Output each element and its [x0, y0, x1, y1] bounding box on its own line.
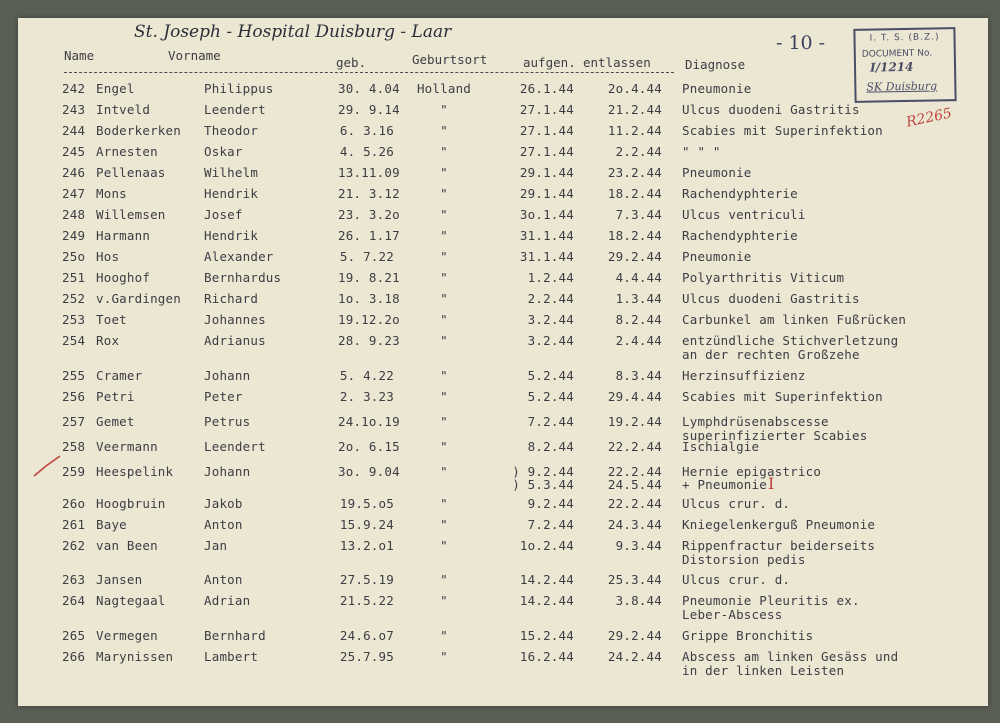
birthplace: ": [440, 228, 448, 243]
admission-date: 29.1.44: [519, 186, 574, 201]
birthplace: ": [440, 628, 448, 643]
discharge-date: 18.2.44: [607, 186, 662, 201]
admission-date: 2.2.44: [527, 291, 574, 306]
admission-date: 29.1.44: [519, 165, 574, 180]
admission-date: 31.1.44: [519, 249, 574, 264]
surname: Nagtegaal: [96, 593, 166, 608]
row-number: 259: [62, 464, 86, 479]
row-number: 252: [62, 291, 86, 306]
birthplace: ": [440, 291, 448, 306]
row-number: 245: [62, 144, 86, 159]
birth-date: 1o. 3.18: [338, 291, 400, 306]
admission-date: 27.1.44: [519, 102, 574, 117]
diagnosis-line: Rachendyphterie: [682, 186, 798, 201]
discharge-date: 22.2.44: [607, 439, 662, 454]
first-name: Peter: [204, 389, 243, 404]
diagnosis-line: in der linken Leisten: [682, 663, 845, 678]
surname: Mons: [96, 186, 127, 201]
row-number: 255: [62, 368, 86, 383]
discharge-date: 11.2.44: [607, 123, 662, 138]
birthplace: ": [440, 144, 448, 159]
surname: Vermegen: [96, 628, 158, 643]
admission-date: 5.2.44: [527, 368, 574, 383]
row-number: 258: [62, 439, 86, 454]
diagnosis-line: an der rechten Großzehe: [682, 347, 860, 362]
birth-date: 21.5.22: [339, 593, 394, 608]
diagnosis-line: Rachendyphterie: [682, 228, 798, 243]
first-name: Adrian: [204, 593, 251, 608]
admission-date: 9.2.44: [527, 496, 574, 511]
row-number: 256: [62, 389, 86, 404]
stamp-line1: I. T. S. (B.Z.): [869, 32, 940, 44]
discharge-date: 2o.4.44: [607, 81, 662, 96]
row-number: 263: [62, 572, 86, 587]
surname: Jansen: [96, 572, 143, 587]
birth-date: 19.5.o5: [339, 496, 394, 511]
first-name: Theodor: [204, 123, 259, 138]
birth-date: 30. 4.04: [338, 81, 400, 96]
row-number: 246: [62, 165, 86, 180]
birthplace: ": [440, 207, 448, 222]
surname: van Been: [96, 538, 158, 553]
diagnosis-line: Ulcus crur. d.: [682, 572, 791, 587]
stamp-line2: DOCUMENT No.: [861, 48, 933, 60]
birthplace: ": [440, 572, 448, 587]
row-number: 242: [62, 81, 86, 96]
surname: Hooghof: [96, 270, 151, 285]
admission-date: 3.2.44: [527, 333, 574, 348]
first-name: Johannes: [204, 312, 266, 327]
surname: Intveld: [96, 102, 151, 117]
page-number: - 10 -: [776, 32, 826, 54]
red-annotation: R2265: [904, 105, 954, 131]
birthplace: ": [440, 165, 448, 180]
discharge-date-2: 24.5.44: [607, 477, 662, 492]
admission-date: 14.2.44: [519, 572, 574, 587]
first-name: Oskar: [204, 144, 243, 159]
first-name: Anton: [204, 517, 243, 532]
diagnosis-line: Abscess am linken Gesäss und: [682, 649, 899, 664]
birthplace: ": [440, 270, 448, 285]
birth-date: 26. 1.17: [338, 228, 400, 243]
discharge-date: 23.2.44: [607, 165, 662, 180]
diagnosis-line: " " ": [682, 144, 721, 159]
row-number: 248: [62, 207, 86, 222]
hospital-title: St. Joseph - Hospital Duisburg - Laar: [134, 22, 452, 42]
discharge-date: 19.2.44: [607, 414, 662, 429]
birthplace: ": [440, 102, 448, 117]
discharge-date: 7.3.44: [615, 207, 662, 222]
first-name: Josef: [204, 207, 243, 222]
discharge-date: 22.2.44: [607, 496, 662, 511]
first-name: Petrus: [204, 414, 251, 429]
first-name: Philippus: [204, 81, 274, 96]
first-name: Jakob: [204, 496, 243, 511]
diagnosis-line: Scabies mit Superinfektion: [682, 389, 883, 404]
birth-date: 19.12.2o: [338, 312, 400, 327]
surname: Heespelink: [96, 464, 174, 479]
birth-date: 2. 3.23: [339, 389, 394, 404]
first-name: Leendert: [204, 439, 266, 454]
birth-date: 25.7.95: [339, 649, 394, 664]
surname: Arnesten: [96, 144, 158, 159]
birthplace: ": [440, 123, 448, 138]
red-tick-mark: [30, 452, 66, 482]
surname: Willemsen: [96, 207, 166, 222]
birthplace: ": [440, 389, 448, 404]
first-name: Alexander: [204, 249, 274, 264]
first-name: Lambert: [204, 649, 259, 664]
surname: Hoogbruin: [96, 496, 166, 511]
diagnosis-line: Ulcus duodeni Gastritis: [682, 102, 860, 117]
surname: Baye: [96, 517, 127, 532]
its-document-stamp: [853, 27, 956, 103]
first-name: Johann: [204, 464, 251, 479]
stamp-number: I/1214: [869, 59, 914, 75]
discharge-date: 1.3.44: [615, 291, 662, 306]
first-name: Bernhardus: [204, 270, 282, 285]
surname: Harmann: [96, 228, 151, 243]
admission-date: 31.1.44: [519, 228, 574, 243]
surname: Boderkerken: [96, 123, 181, 138]
admission-date: 14.2.44: [519, 593, 574, 608]
birthplace: ": [440, 439, 448, 454]
discharge-date: 29.2.44: [607, 249, 662, 264]
birth-date: 4. 5.26: [339, 144, 394, 159]
admission-date: 27.1.44: [519, 144, 574, 159]
first-name: Johann: [204, 368, 251, 383]
diagnosis-line: Hernie epigastrico: [682, 464, 822, 479]
discharge-date: 8.3.44: [615, 368, 662, 383]
diagnosis-line: Carbunkel am linken Fußrücken: [682, 312, 907, 327]
birthplace: ": [440, 517, 448, 532]
header-rule: [64, 72, 674, 73]
discharge-date: 9.3.44: [615, 538, 662, 553]
surname: Marynissen: [96, 649, 174, 664]
discharge-date: 2.4.44: [615, 333, 662, 348]
admission-date-2: ) 5.3.44: [512, 477, 574, 492]
admission-date: 5.2.44: [527, 389, 574, 404]
birthplace: ": [440, 464, 448, 479]
surname: Toet: [96, 312, 127, 327]
diagnosis-line: entzündliche Stichverletzung: [682, 333, 899, 348]
admission-date: 16.2.44: [519, 649, 574, 664]
discharge-date: 18.2.44: [607, 228, 662, 243]
surname: Rox: [96, 333, 120, 348]
row-number: 244: [62, 123, 86, 138]
birth-date: 13.2.o1: [339, 538, 394, 553]
birth-date: 29. 9.14: [338, 102, 400, 117]
discharge-date: 2.2.44: [615, 144, 662, 159]
admission-date: 27.1.44: [519, 123, 574, 138]
diagnosis-line: Herzinsuffizienz: [682, 368, 806, 383]
admission-date: 1.2.44: [527, 270, 574, 285]
diagnosis-line: Polyarthritis Viticum: [682, 270, 845, 285]
row-number: 253: [62, 312, 86, 327]
diagnosis-line: Lymphdrüsenabscesse: [682, 414, 829, 429]
header-vorname: Vorname: [168, 48, 221, 63]
birthplace: Holland: [416, 81, 472, 96]
surname: v.Gardingen: [96, 291, 181, 306]
birth-date: 3o. 9.04: [338, 464, 400, 479]
birthplace: ": [440, 538, 448, 553]
diagnosis-line: Pneumonie Pleuritis ex.: [682, 593, 860, 608]
surname: Veermann: [96, 439, 158, 454]
first-name: Richard: [204, 291, 259, 306]
row-number: 25o: [62, 249, 86, 264]
birthplace: ": [440, 593, 448, 608]
row-number: 26o: [62, 496, 86, 511]
discharge-date: 29.4.44: [607, 389, 662, 404]
birth-date: 21. 3.12: [338, 186, 400, 201]
birthplace: ": [440, 414, 448, 429]
surname: Engel: [96, 81, 135, 96]
admission-date: 3o.1.44: [519, 207, 574, 222]
admission-date: 1o.2.44: [519, 538, 574, 553]
discharge-date: 21.2.44: [607, 102, 662, 117]
diagnosis-line: Distorsion pedis: [682, 552, 806, 567]
surname: Pellenaas: [96, 165, 166, 180]
birthplace: ": [440, 649, 448, 664]
diagnosis-line: Ischialgie: [682, 439, 760, 454]
birthplace: ": [440, 368, 448, 383]
surname: Hos: [96, 249, 120, 264]
admission-date: 8.2.44: [527, 439, 574, 454]
header-aufgen: aufgen.: [523, 55, 576, 70]
diagnosis-line: Pneumonie: [682, 81, 752, 96]
admission-date: 7.2.44: [527, 414, 574, 429]
birthplace: ": [440, 186, 448, 201]
birth-date: 24.6.o7: [339, 628, 394, 643]
stamp-handwritten: SK Duisburg: [866, 79, 938, 94]
row-number: 249: [62, 228, 86, 243]
first-name: Bernhard: [204, 628, 266, 643]
birth-date: 19. 8.21: [338, 270, 400, 285]
diagnosis-line: Pneumonie: [682, 249, 752, 264]
row-number: 257: [62, 414, 86, 429]
first-name: Hendrik: [204, 228, 259, 243]
birthplace: ": [440, 312, 448, 327]
diagnosis-line: superinfizierter Scabies: [682, 428, 868, 443]
diagnosis-line: Kniegelenkerguß Pneumonie: [682, 517, 876, 532]
surname: Gemet: [96, 414, 135, 429]
birth-date: 2o. 6.15: [338, 439, 400, 454]
diagnosis-line: + Pneumonie: [682, 477, 767, 492]
row-number: 266: [62, 649, 86, 664]
diagnosis-line: Rippenfractur beiderseits: [682, 538, 876, 553]
discharge-date: 22.2.44: [607, 464, 662, 479]
birth-date: 15.9.24: [339, 517, 394, 532]
diagnosis-line: Grippe Bronchitis: [682, 628, 814, 643]
birthplace: ": [440, 496, 448, 511]
birth-date: 23. 3.2o: [338, 207, 400, 222]
header-geb: geb.: [336, 55, 367, 70]
birth-date: 24.1o.19: [338, 414, 400, 429]
birthplace: ": [440, 333, 448, 348]
birth-date: 27.5.19: [339, 572, 394, 587]
first-name: Adrianus: [204, 333, 266, 348]
row-number: 264: [62, 593, 86, 608]
header-diagnose: Diagnose: [685, 57, 746, 72]
admission-date: 26.1.44: [519, 81, 574, 96]
row-number: 261: [62, 517, 86, 532]
diagnosis-line: Ulcus crur. d.: [682, 496, 791, 511]
discharge-date: 3.8.44: [615, 593, 662, 608]
red-correction-mark: I: [768, 474, 775, 493]
birth-date: 13.11.09: [338, 165, 400, 180]
discharge-date: 29.2.44: [607, 628, 662, 643]
birthplace: ": [440, 249, 448, 264]
row-number: 254: [62, 333, 86, 348]
birth-date: 6. 3.16: [339, 123, 394, 138]
row-number: 265: [62, 628, 86, 643]
surname: Cramer: [96, 368, 143, 383]
admission-date: 3.2.44: [527, 312, 574, 327]
first-name: Leendert: [204, 102, 266, 117]
discharge-date: 24.3.44: [607, 517, 662, 532]
first-name: Anton: [204, 572, 243, 587]
diagnosis-line: Ulcus ventriculi: [682, 207, 806, 222]
discharge-date: 25.3.44: [607, 572, 662, 587]
diagnosis-line: Leber-Abscess: [682, 607, 783, 622]
discharge-date: 4.4.44: [615, 270, 662, 285]
admission-date: 7.2.44: [527, 517, 574, 532]
birth-date: 28. 9.23: [338, 333, 400, 348]
row-number: 243: [62, 102, 86, 117]
discharge-date: 24.2.44: [607, 649, 662, 664]
row-number: 247: [62, 186, 86, 201]
discharge-date: 8.2.44: [615, 312, 662, 327]
header-entlassen: entlassen: [583, 55, 651, 70]
surname: Petri: [96, 389, 135, 404]
first-name: Jan: [204, 538, 228, 553]
header-geburtsort: Geburtsort: [412, 52, 488, 67]
first-name: Hendrik: [204, 186, 259, 201]
diagnosis-line: Scabies mit Superinfektion: [682, 123, 883, 138]
admission-date: 15.2.44: [519, 628, 574, 643]
row-number: 262: [62, 538, 86, 553]
birth-date: 5. 7.22: [339, 249, 394, 264]
row-number: 251: [62, 270, 86, 285]
first-name: Wilhelm: [204, 165, 259, 180]
header-name: Name: [64, 48, 95, 63]
birth-date: 5. 4.22: [339, 368, 394, 383]
diagnosis-line: Pneumonie: [682, 165, 752, 180]
diagnosis-line: Ulcus duodeni Gastritis: [682, 291, 860, 306]
admission-date: ) 9.2.44: [512, 464, 574, 479]
